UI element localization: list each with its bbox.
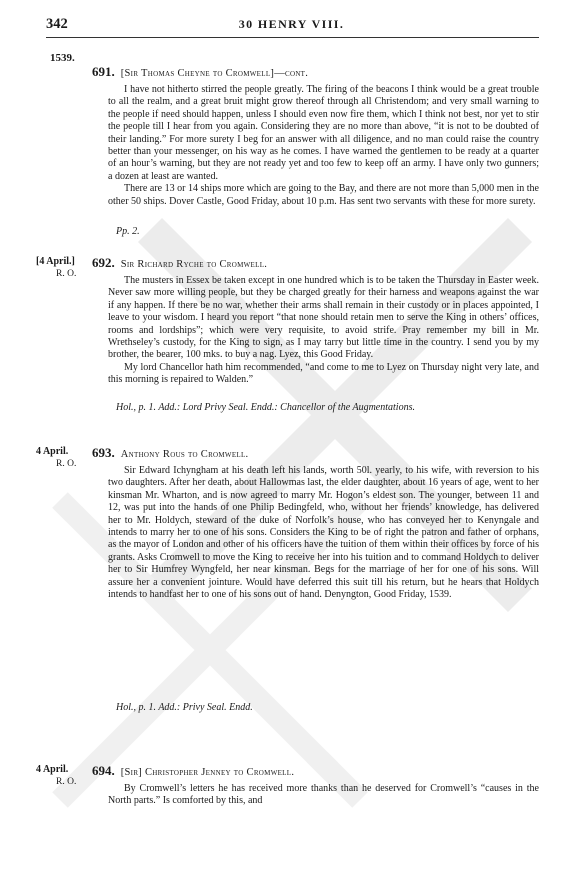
header-rule <box>46 37 539 38</box>
margin-date: 4 April. <box>36 446 69 457</box>
entry-heading-692 <box>92 255 539 271</box>
running-title: 30 HENRY VIII. <box>238 17 345 31</box>
margin-692 <box>36 256 96 281</box>
entry-number: 691. <box>92 64 115 79</box>
entry-title: [Sir] Christopher Jenney to Cromwell. <box>120 767 295 778</box>
entry-note-692: Hol., p. 1. Add.: Lord Privy Seal. Endd.: Chancellor of the Augmentations. <box>116 402 415 413</box>
paragraph: The musters in Essex be taken except in one hundred which is to be taken the Thursday in Easter week. Never saw more willing people, but they be charged greatly for their harness and weapons against the war if any happen. If there be no war, whether their arms shall remain in their custody or in places appointed, I leave to your wisdom. I heard you report “that none should retain men to serve the King in others’ offices, rooms and lordships”; which were very requisite, to avoid strife. Pray remember my bill in Mr. Wrethseley’s custody, for the King to sign, as I may tarry but little time in the country. I send you by my brother, the bearer, 100 mks. to buy a nag. Lyez, this Good Friday. <box>108 275 539 361</box>
page-number: 342 <box>46 16 68 32</box>
margin-date: 4 April. <box>36 764 69 775</box>
entry-body-691 <box>108 84 539 208</box>
margin-source: R. O. <box>56 777 77 788</box>
margin-date: [4 April.] <box>36 256 75 267</box>
entry-title: Anthony Rous to Cromwell. <box>120 449 249 460</box>
margin-source: R. O. <box>56 269 77 280</box>
entry-title: [Sir Thomas Cheyne to Cromwell]—cont. <box>120 68 309 79</box>
entry-heading-693 <box>92 445 539 461</box>
paragraph: There are 13 or 14 ships more which are going to the Bay, and there are not more than 5,000 men in the other 50 ships. Dover Castle, Good Friday, about 10 p.m. Has sent two servants with these for more surety. <box>108 183 539 207</box>
paragraph: My lord Chancellor hath him recommended, “and come to me to Lyez on Thursday night very late, and this morning is repaired to Walden.” <box>108 361 539 386</box>
entry-number: 693. <box>92 445 115 460</box>
entry-body-692 <box>108 275 539 387</box>
entry-heading-691 <box>92 64 539 80</box>
paragraph: Sir Edward Ichyngham at his death left his lands, worth 50l. yearly, to his wife, with reversion to his two daughters. After her death, about Hallowmas last, the elder daughter, about 16 years of age, went to her kinsman Mr. Wharton, and is now agreed to marry Mr. Hogon’s eldest son. The younger, between 11 and 12, was put into the hands of one Philip Bedingfeld, who, without her friends’ knowledge, has delivered her to Mr. Holdych, steward of the duke of Norfolk’s house, who has conveyed her to Kenyngale and intends to marry her to one of his sons. Considers the King to be of right the patron and father of orphans, as the mayor of London and other of his officers have the tuition of them within their offices by force of his grants. Asks Cromwell to move the King to receive her into his tuition and to command Holdych to deliver her to Sir Humfrey Wyngfeld, her near kinsman. Begs for the marriage of her for one of his sons. Will assure her a convenient jointure. Would have deferred this suit till his return, but he hears that Holdych intends to handfast her to one of his sons out of hand. Denyngton, Good Friday, 1539. <box>108 465 539 601</box>
entry-note-691: Pp. 2. <box>116 226 140 237</box>
running-head <box>46 16 537 34</box>
entry-number: 692. <box>92 255 115 270</box>
entry-number: 694. <box>92 763 115 778</box>
entry-heading-694 <box>92 763 539 779</box>
paragraph: By Cromwell’s letters he has received more thanks than he deserved for Cromwell’s “causes in the North parts.” Is comforted by this, and <box>108 783 539 807</box>
margin-source: R. O. <box>56 459 77 470</box>
entry-body-693 <box>108 465 539 601</box>
year-marker: 1539. <box>50 52 75 64</box>
paragraph: I have not hitherto stirred the people greatly. The firing of the beacons I think would be a great trouble to all the realm, and a great bruit might grow thereof through all Christendom; and very small warning to the people if need should happen, unless I should even now fire them, which I think not best, nor yet to stir the people till I hear from you again. Considering they are no more than above, “it is not to be doubted of their landing.” For more surety I beg for an answer with all diligence, and no man could raise the country better than your messenger, on his way as he comes. I have warned the gentlemen to be ready at a quarter of an hour’s warning, but they are not ready yet and too few to keep off an army. I have only two gunners; a dozen at least are wanted. <box>108 84 539 182</box>
entry-title: Sir Richard Ryche to Cromwell. <box>120 259 268 270</box>
entry-body-694 <box>108 783 539 808</box>
entry-note-693: Hol., p. 1. Add.: Privy Seal. Endd. <box>116 702 253 713</box>
margin-693 <box>36 446 96 471</box>
margin-694 <box>36 764 96 789</box>
